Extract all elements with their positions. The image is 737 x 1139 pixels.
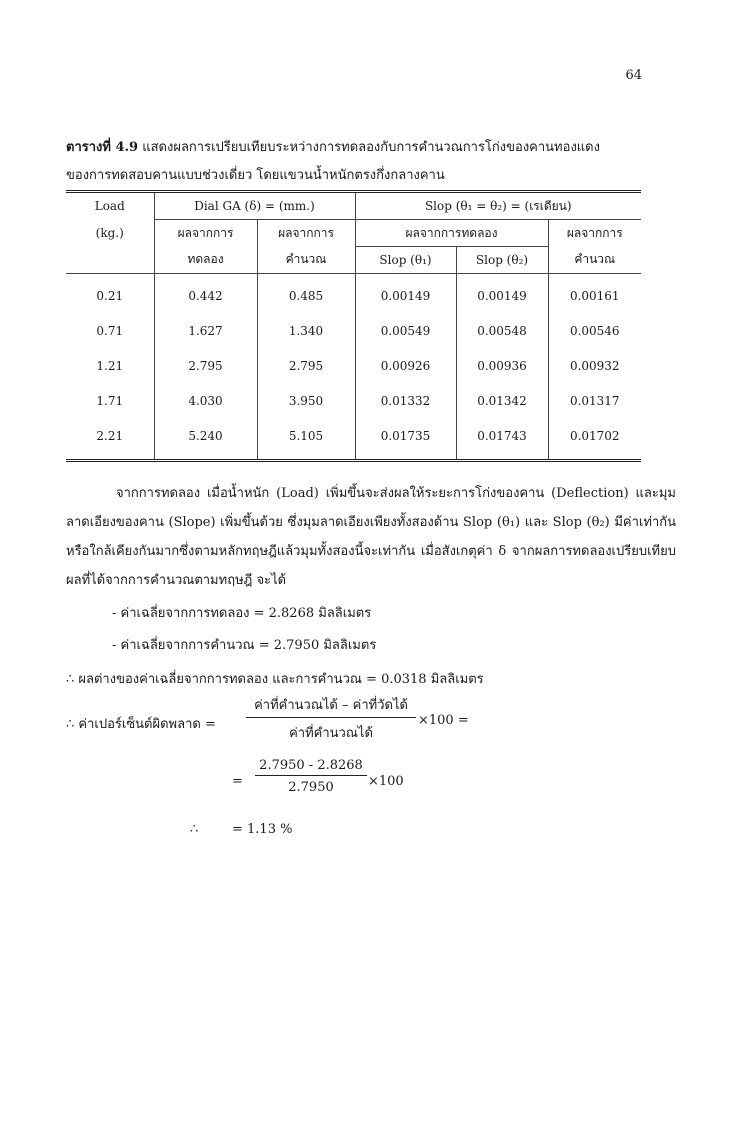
caption-line2: ของการทดสอบคานแบบช่วงเดี่ยว โดยแขวนน้ำหนักตรงกึ่งกลางคาน xyxy=(66,168,445,183)
percent-times: ×100 = xyxy=(418,713,469,728)
caption-label: ตารางที่ 4.9 xyxy=(66,140,139,155)
fraction-numerator: ค่าที่คำนวณได้ – ค่าที่วัดได้ xyxy=(254,698,408,713)
cell-dial-calc: 2.795 xyxy=(257,348,355,383)
cell-theta1: 0.00549 xyxy=(355,313,456,348)
table-row xyxy=(66,383,641,418)
cell-dial-exp: 4.030 xyxy=(154,383,257,418)
cell-load: 0.21 xyxy=(66,274,154,314)
cell-slop-calc: 0.00546 xyxy=(548,313,641,348)
cell-load: 0.71 xyxy=(96,323,124,338)
cell-theta1: 0.01332 xyxy=(355,383,456,418)
header-exp-a: ผลจากการ xyxy=(154,220,257,247)
value-denominator: 2.7950 xyxy=(288,780,334,795)
difference-line: ∴ ผลต่างของค่าเฉลี่ยจากการทดลอง และการคำนวณ = 0.0318 มิลลิเมตร xyxy=(66,672,484,687)
cell-slop-calc: 0.01702 xyxy=(548,418,641,461)
cell-theta2: 0.01342 xyxy=(456,383,548,418)
cell-slop-calc: 0.00161 xyxy=(548,274,641,314)
cell-load: 1.21 xyxy=(96,358,124,373)
results-table xyxy=(66,190,641,462)
header-calc-b: คำนวณ xyxy=(257,247,355,274)
table-caption xyxy=(66,134,666,190)
cell-dial-exp: 2.795 xyxy=(154,348,257,383)
table-row xyxy=(66,313,641,348)
cell-slop-calc: 0.01317 xyxy=(548,383,641,418)
cell-theta1: 0.01735 xyxy=(355,418,456,461)
caption-line1: แสดงผลการเปรียบเทียบระหว่างการทดลองกับการคำนวณการโก่งของคานทองแดง xyxy=(138,140,600,155)
bullet-exp-avg: - ค่าเฉลี่ยจากการทดลอง = 2.8268 มิลลิเมตร xyxy=(112,606,372,621)
header-theta2: Slop (θ₂) xyxy=(456,247,548,274)
result-line: = 1.13 % xyxy=(232,822,293,837)
cell-slop-calc: 0.00932 xyxy=(548,348,641,383)
table-row xyxy=(66,418,641,461)
bullet-calc-avg: - ค่าเฉลี่ยจากการคำนวณ = 2.7950 มิลลิเมตร xyxy=(112,638,377,653)
value-numerator: 2.7950 - 2.8268 xyxy=(259,758,363,773)
cell-dial-exp: 0.442 xyxy=(154,274,257,314)
header-calc-a: ผลจากการ xyxy=(257,220,355,247)
therefore-symbol: ∴ xyxy=(190,822,199,837)
header-slop-calc-b: คำนวณ xyxy=(548,247,641,274)
header-exp-b: ทดลอง xyxy=(154,247,257,274)
cell-dial-calc: 0.485 xyxy=(257,274,355,314)
header-dial: Dial GA (δ) = (mm.) xyxy=(154,192,355,220)
cell-dial-calc: 5.105 xyxy=(257,418,355,461)
cell-theta1: 0.00149 xyxy=(355,274,456,314)
fraction-denominator: ค่าที่คำนวณได้ xyxy=(289,726,373,741)
cell-theta2: 0.01743 xyxy=(456,418,548,461)
cell-theta1: 0.00926 xyxy=(355,348,456,383)
header-theta1: Slop (θ₁) xyxy=(355,247,456,274)
cell-theta2: 0.00936 xyxy=(456,348,548,383)
paragraph-text: จากการทดลอง เมื่อน้ำหนัก (Load) เพิ่มขึ้นจะส่งผลให้ระยะการโก่งของคาน (Deflection) และมุมลาดเอียงของคาน (Slope) เพิ่มขึ้นด้วย ซึ่งมุมลาดเอียงเพียงทั้งสองด้าน Slop (θ₁) และ Slop (θ₂) มีค่าเท่ากันหรือใกล้เคียงกันมากซึ่งตามหลักทฤษฎีแล้วมุมทั้งสองนี้จะเท่ากัน เมื่อสังเกตุค่า δ จากผลการทดลองเปรียบเทียบผลที่ได้จากการคำนวณตามทฤษฎี จะได้ xyxy=(66,486,676,588)
header-slop: Slop (θ₁ = θ₂) = (เรเดียน) xyxy=(355,192,641,220)
header-slop-calc-a: ผลจากการ xyxy=(548,220,641,247)
eq-sign: = xyxy=(232,774,243,789)
cell-dial-exp: 1.627 xyxy=(154,313,257,348)
header-slop-exp: ผลจากการทดลอง xyxy=(355,220,548,247)
table-row xyxy=(66,348,641,383)
page-number: 64 xyxy=(625,68,642,83)
header-load-unit: (kg.) xyxy=(95,226,124,240)
cell-load: 2.21 xyxy=(66,418,154,461)
cell-dial-calc: 3.950 xyxy=(257,383,355,418)
table-row xyxy=(66,274,641,314)
cell-theta2: 0.00149 xyxy=(456,274,548,314)
cell-dial-calc: 1.340 xyxy=(257,313,355,348)
percent-fraction xyxy=(246,694,416,743)
header-load: Load xyxy=(66,192,154,220)
cell-theta2: 0.00548 xyxy=(456,313,548,348)
value-times: ×100 xyxy=(368,774,404,789)
cell-load: 1.71 xyxy=(96,393,124,408)
value-fraction xyxy=(255,758,367,795)
percent-label: ∴ ค่าเปอร์เซ็นต์ผิดพลาด = xyxy=(66,717,216,732)
cell-dial-exp: 5.240 xyxy=(154,418,257,461)
discussion-paragraph xyxy=(66,479,676,595)
